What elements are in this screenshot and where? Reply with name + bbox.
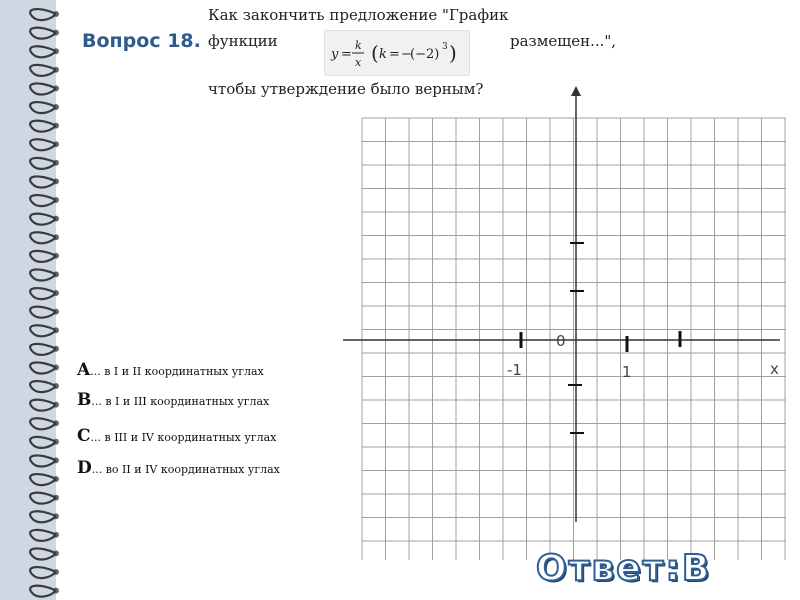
- y-axis-arrow: [571, 86, 581, 96]
- formula-inner: (−2): [410, 47, 440, 62]
- question-line-2-left: функции: [208, 32, 278, 50]
- grid-lines: [362, 118, 786, 560]
- neg-one-label: -1: [507, 361, 522, 379]
- formula-eq: =: [341, 47, 352, 62]
- answer-d[interactable]: [77, 458, 280, 478]
- answer-d-text: ... во II и IV координатных углах: [91, 463, 280, 476]
- answer-a-text: ... в I и II координатных углах: [90, 365, 264, 378]
- x-axis-label: x: [770, 360, 779, 378]
- answer-c[interactable]: [77, 426, 276, 446]
- answer-b-letter: B: [77, 390, 92, 410]
- one-label: 1: [622, 363, 632, 381]
- question-line-3: чтобы утверждение было верным?: [208, 80, 484, 98]
- formula-k: k: [355, 39, 362, 52]
- formula-eq2: =: [389, 47, 400, 62]
- answer-c-letter: C: [77, 426, 91, 446]
- formula-minus: −: [401, 47, 412, 62]
- formula-close-paren: ): [449, 41, 457, 65]
- answer-b[interactable]: [77, 390, 269, 410]
- question-label: Вопрос 18.: [82, 30, 201, 52]
- formula-exponent: 3: [442, 42, 448, 52]
- formula-y: y: [331, 47, 339, 62]
- answer-c-text: ... в III и IV координатных углах: [90, 431, 277, 444]
- question-line-1: Как закончить предложение "График: [208, 6, 509, 24]
- origin-label: 0: [556, 332, 566, 350]
- answer-b-text: ... в I и III координатных углах: [91, 395, 270, 408]
- formula-k2: k: [379, 47, 387, 62]
- answer-d-letter: D: [77, 458, 92, 478]
- formula-x: x: [355, 56, 362, 69]
- answer-a-letter: A: [77, 360, 91, 380]
- answer-a[interactable]: [77, 360, 264, 380]
- formula-open-paren: (: [371, 41, 379, 65]
- answer-banner: Ответ:В: [536, 548, 712, 589]
- question-line-2-right: размещен...",: [510, 32, 617, 50]
